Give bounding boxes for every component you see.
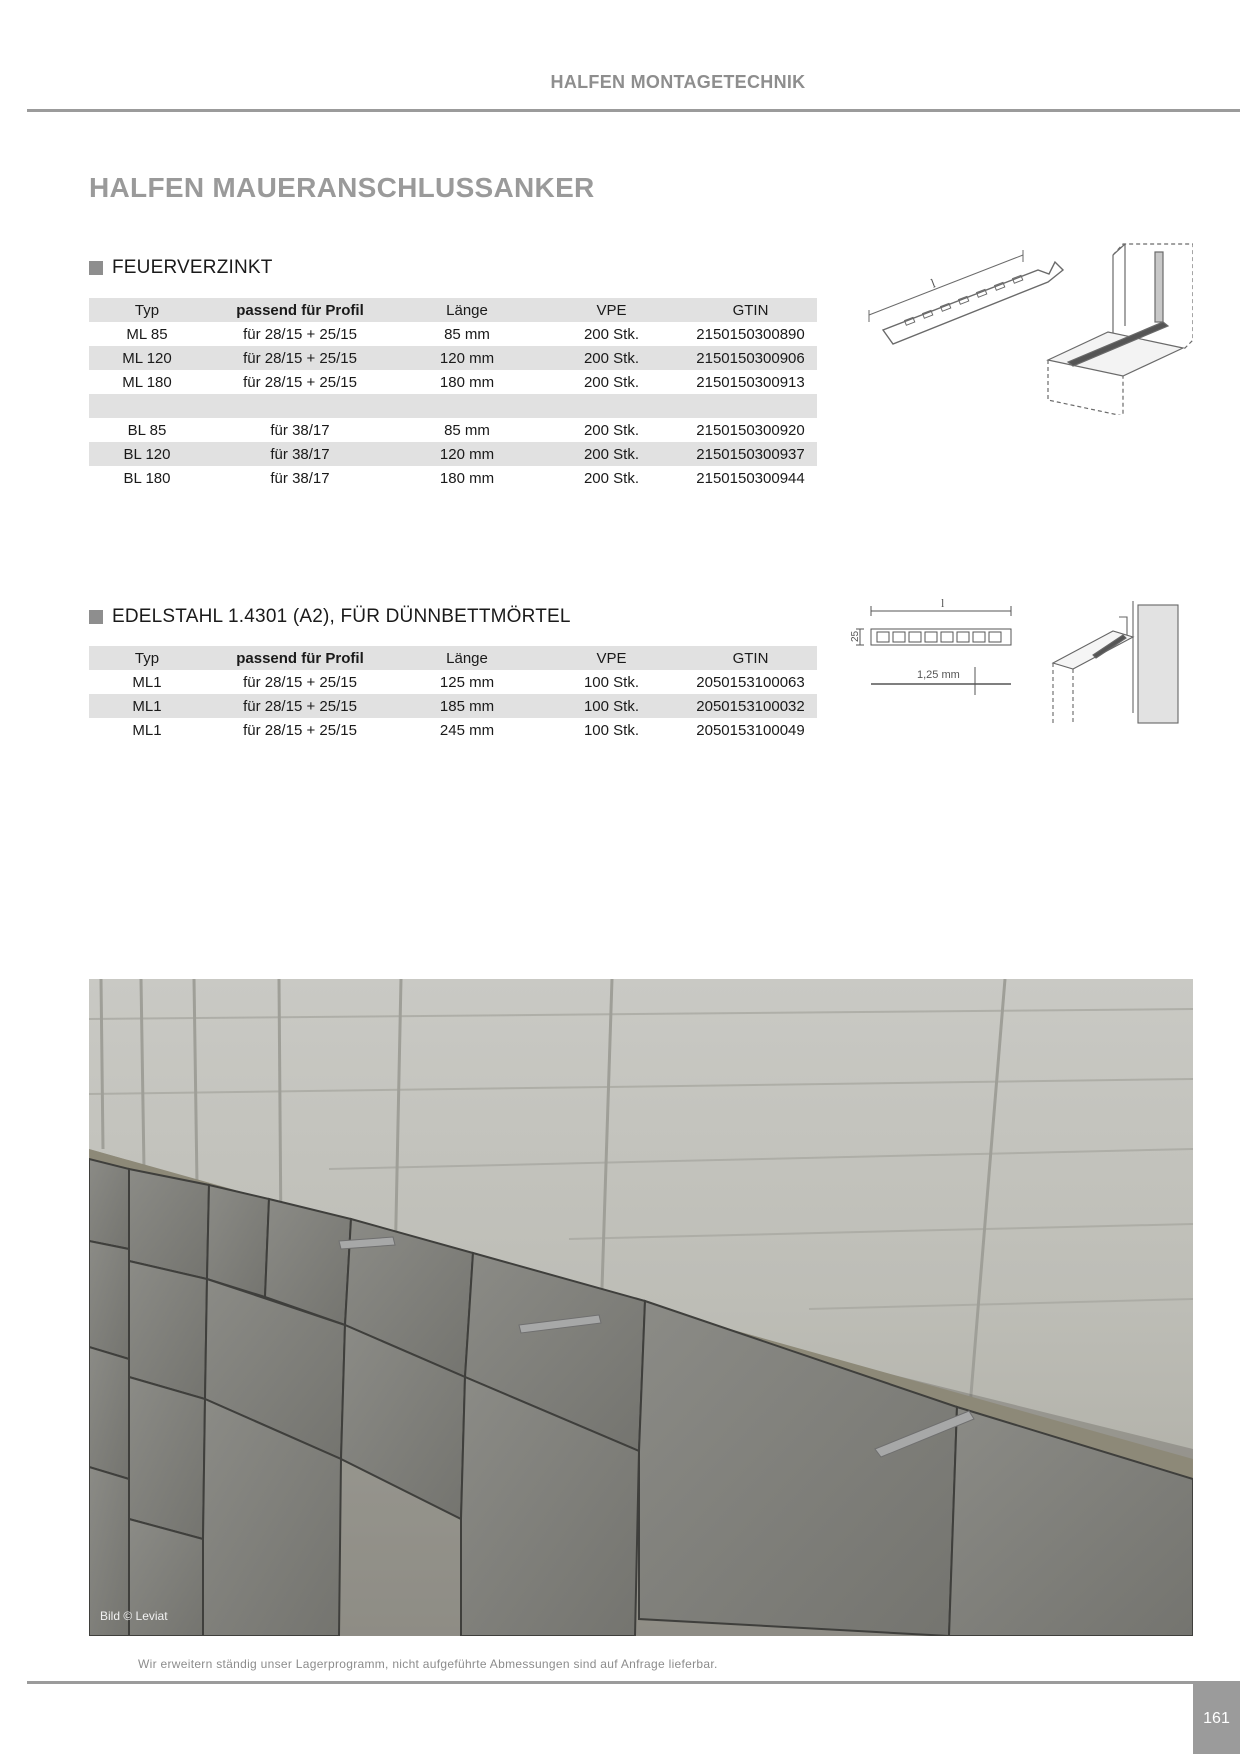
footer-divider <box>27 1681 1240 1684</box>
dimension-label-l: l <box>941 596 945 610</box>
section-heading-text: FEUERVERZINKT <box>112 257 273 278</box>
table-header-row <box>89 298 817 322</box>
cell-typ: BL 120 <box>123 445 171 463</box>
anchor-installation-drawing <box>863 240 1193 415</box>
cell-gtin: 2150150300937 <box>696 445 805 463</box>
cell-profil: für 38/17 <box>270 421 330 439</box>
installation-photo <box>89 979 1193 1636</box>
cell-typ: ML 85 <box>126 325 168 343</box>
column-header: GTIN <box>732 649 769 667</box>
cell-gtin: 2150150300906 <box>696 349 805 367</box>
cell-laenge: 85 mm <box>444 325 490 343</box>
cell-gtin: 2150150300944 <box>696 469 805 487</box>
column-header: Länge <box>446 649 488 667</box>
column-header: VPE <box>596 301 627 319</box>
running-header: HALFEN MONTAGETECHNIK <box>550 72 806 92</box>
strip-dimension-drawing <box>856 606 1011 695</box>
cell-profil: für 38/17 <box>270 445 330 463</box>
cell-typ: ML1 <box>132 673 162 691</box>
cell-profil: für 28/15 + 25/15 <box>243 349 357 367</box>
cell-typ: ML1 <box>132 697 162 715</box>
page-title: HALFEN MAUERANSCHLUSSANKER <box>89 172 595 203</box>
anchor-strip-drawing <box>869 250 1063 344</box>
table-row <box>89 442 817 466</box>
cell-laenge: 120 mm <box>439 445 495 463</box>
column-header: Typ <box>134 649 160 667</box>
cell-profil: für 28/15 + 25/15 <box>243 697 357 715</box>
cell-typ: BL 180 <box>123 469 171 487</box>
dimension-label-25: 25 <box>850 630 861 642</box>
table-header-row <box>89 646 817 670</box>
section-bullet-icon <box>89 610 103 624</box>
cell-gtin: 2050153100063 <box>696 673 805 691</box>
table-row <box>89 346 817 370</box>
header-divider <box>27 109 1240 112</box>
cell-laenge: 180 mm <box>439 469 495 487</box>
cell-vpe: 200 Stk. <box>583 445 640 463</box>
column-header: Länge <box>446 301 488 319</box>
cell-laenge: 245 mm <box>439 721 495 739</box>
column-header: GTIN <box>732 301 769 319</box>
photo-credit: Bild © Leviat <box>100 1609 168 1623</box>
table-row <box>89 322 817 346</box>
thin-bed-wall-sketch <box>1053 601 1178 723</box>
section-heading-feuerverzinkt <box>89 257 273 279</box>
cell-typ: BL 85 <box>127 421 167 439</box>
table-row <box>89 718 817 742</box>
cell-profil: für 28/15 + 25/15 <box>243 721 357 739</box>
cell-profil: für 38/17 <box>270 469 330 487</box>
table-spacer-row <box>89 394 817 418</box>
cell-vpe: 100 Stk. <box>583 673 640 691</box>
dimension-label-thickness: 1,25 mm <box>917 669 960 681</box>
cell-laenge: 185 mm <box>439 697 495 715</box>
cell-laenge: 120 mm <box>439 349 495 367</box>
dimension-label-l: l <box>928 275 938 291</box>
cell-typ: ML 120 <box>122 349 172 367</box>
photo-illustration <box>89 979 1193 1636</box>
cell-gtin: 2150150300913 <box>696 373 805 391</box>
cell-typ: ML 180 <box>122 373 172 391</box>
cell-profil: für 28/15 + 25/15 <box>243 673 357 691</box>
cell-vpe: 200 Stk. <box>583 373 640 391</box>
column-header: passend für Profil <box>236 301 364 319</box>
product-table-edelstahl <box>89 646 817 742</box>
cell-gtin: 2050153100049 <box>696 721 805 739</box>
column-header: Typ <box>134 301 160 319</box>
cell-vpe: 200 Stk. <box>583 421 640 439</box>
cell-laenge: 180 mm <box>439 373 495 391</box>
wall-connection-sketch <box>1048 244 1193 415</box>
cell-typ: ML1 <box>132 721 162 739</box>
cell-vpe: 200 Stk. <box>583 325 640 343</box>
table-row <box>89 370 817 394</box>
table-row <box>89 694 817 718</box>
cell-gtin: 2150150300920 <box>696 421 805 439</box>
cell-vpe: 200 Stk. <box>583 469 640 487</box>
footnote: Wir erweitern ständig unser Lagerprogramm, nicht aufgeführte Abmessungen sind auf Anfrage lieferbar. <box>138 1657 718 1671</box>
product-table-feuerverzinkt <box>89 298 817 490</box>
cell-laenge: 125 mm <box>439 673 495 691</box>
section-heading-edelstahl <box>89 606 571 628</box>
section-bullet-icon <box>89 261 103 275</box>
column-header: passend für Profil <box>236 649 364 667</box>
cell-vpe: 100 Stk. <box>583 697 640 715</box>
table-row <box>89 466 817 490</box>
cell-vpe: 200 Stk. <box>583 349 640 367</box>
cell-laenge: 85 mm <box>444 421 490 439</box>
cell-gtin: 2050153100032 <box>696 697 805 715</box>
cell-vpe: 100 Stk. <box>583 721 640 739</box>
table-row <box>89 418 817 442</box>
table-row <box>89 670 817 694</box>
cell-profil: für 28/15 + 25/15 <box>243 325 357 343</box>
section-heading-text: EDELSTAHL 1.4301 (A2), FÜR DÜNNBETTMÖRTEL <box>112 606 571 627</box>
cell-gtin: 2150150300890 <box>696 325 805 343</box>
column-header: VPE <box>596 649 627 667</box>
page-number: 161 <box>1193 1684 1240 1754</box>
cell-profil: für 28/15 + 25/15 <box>243 373 357 391</box>
stainless-anchor-drawing <box>843 595 1183 735</box>
